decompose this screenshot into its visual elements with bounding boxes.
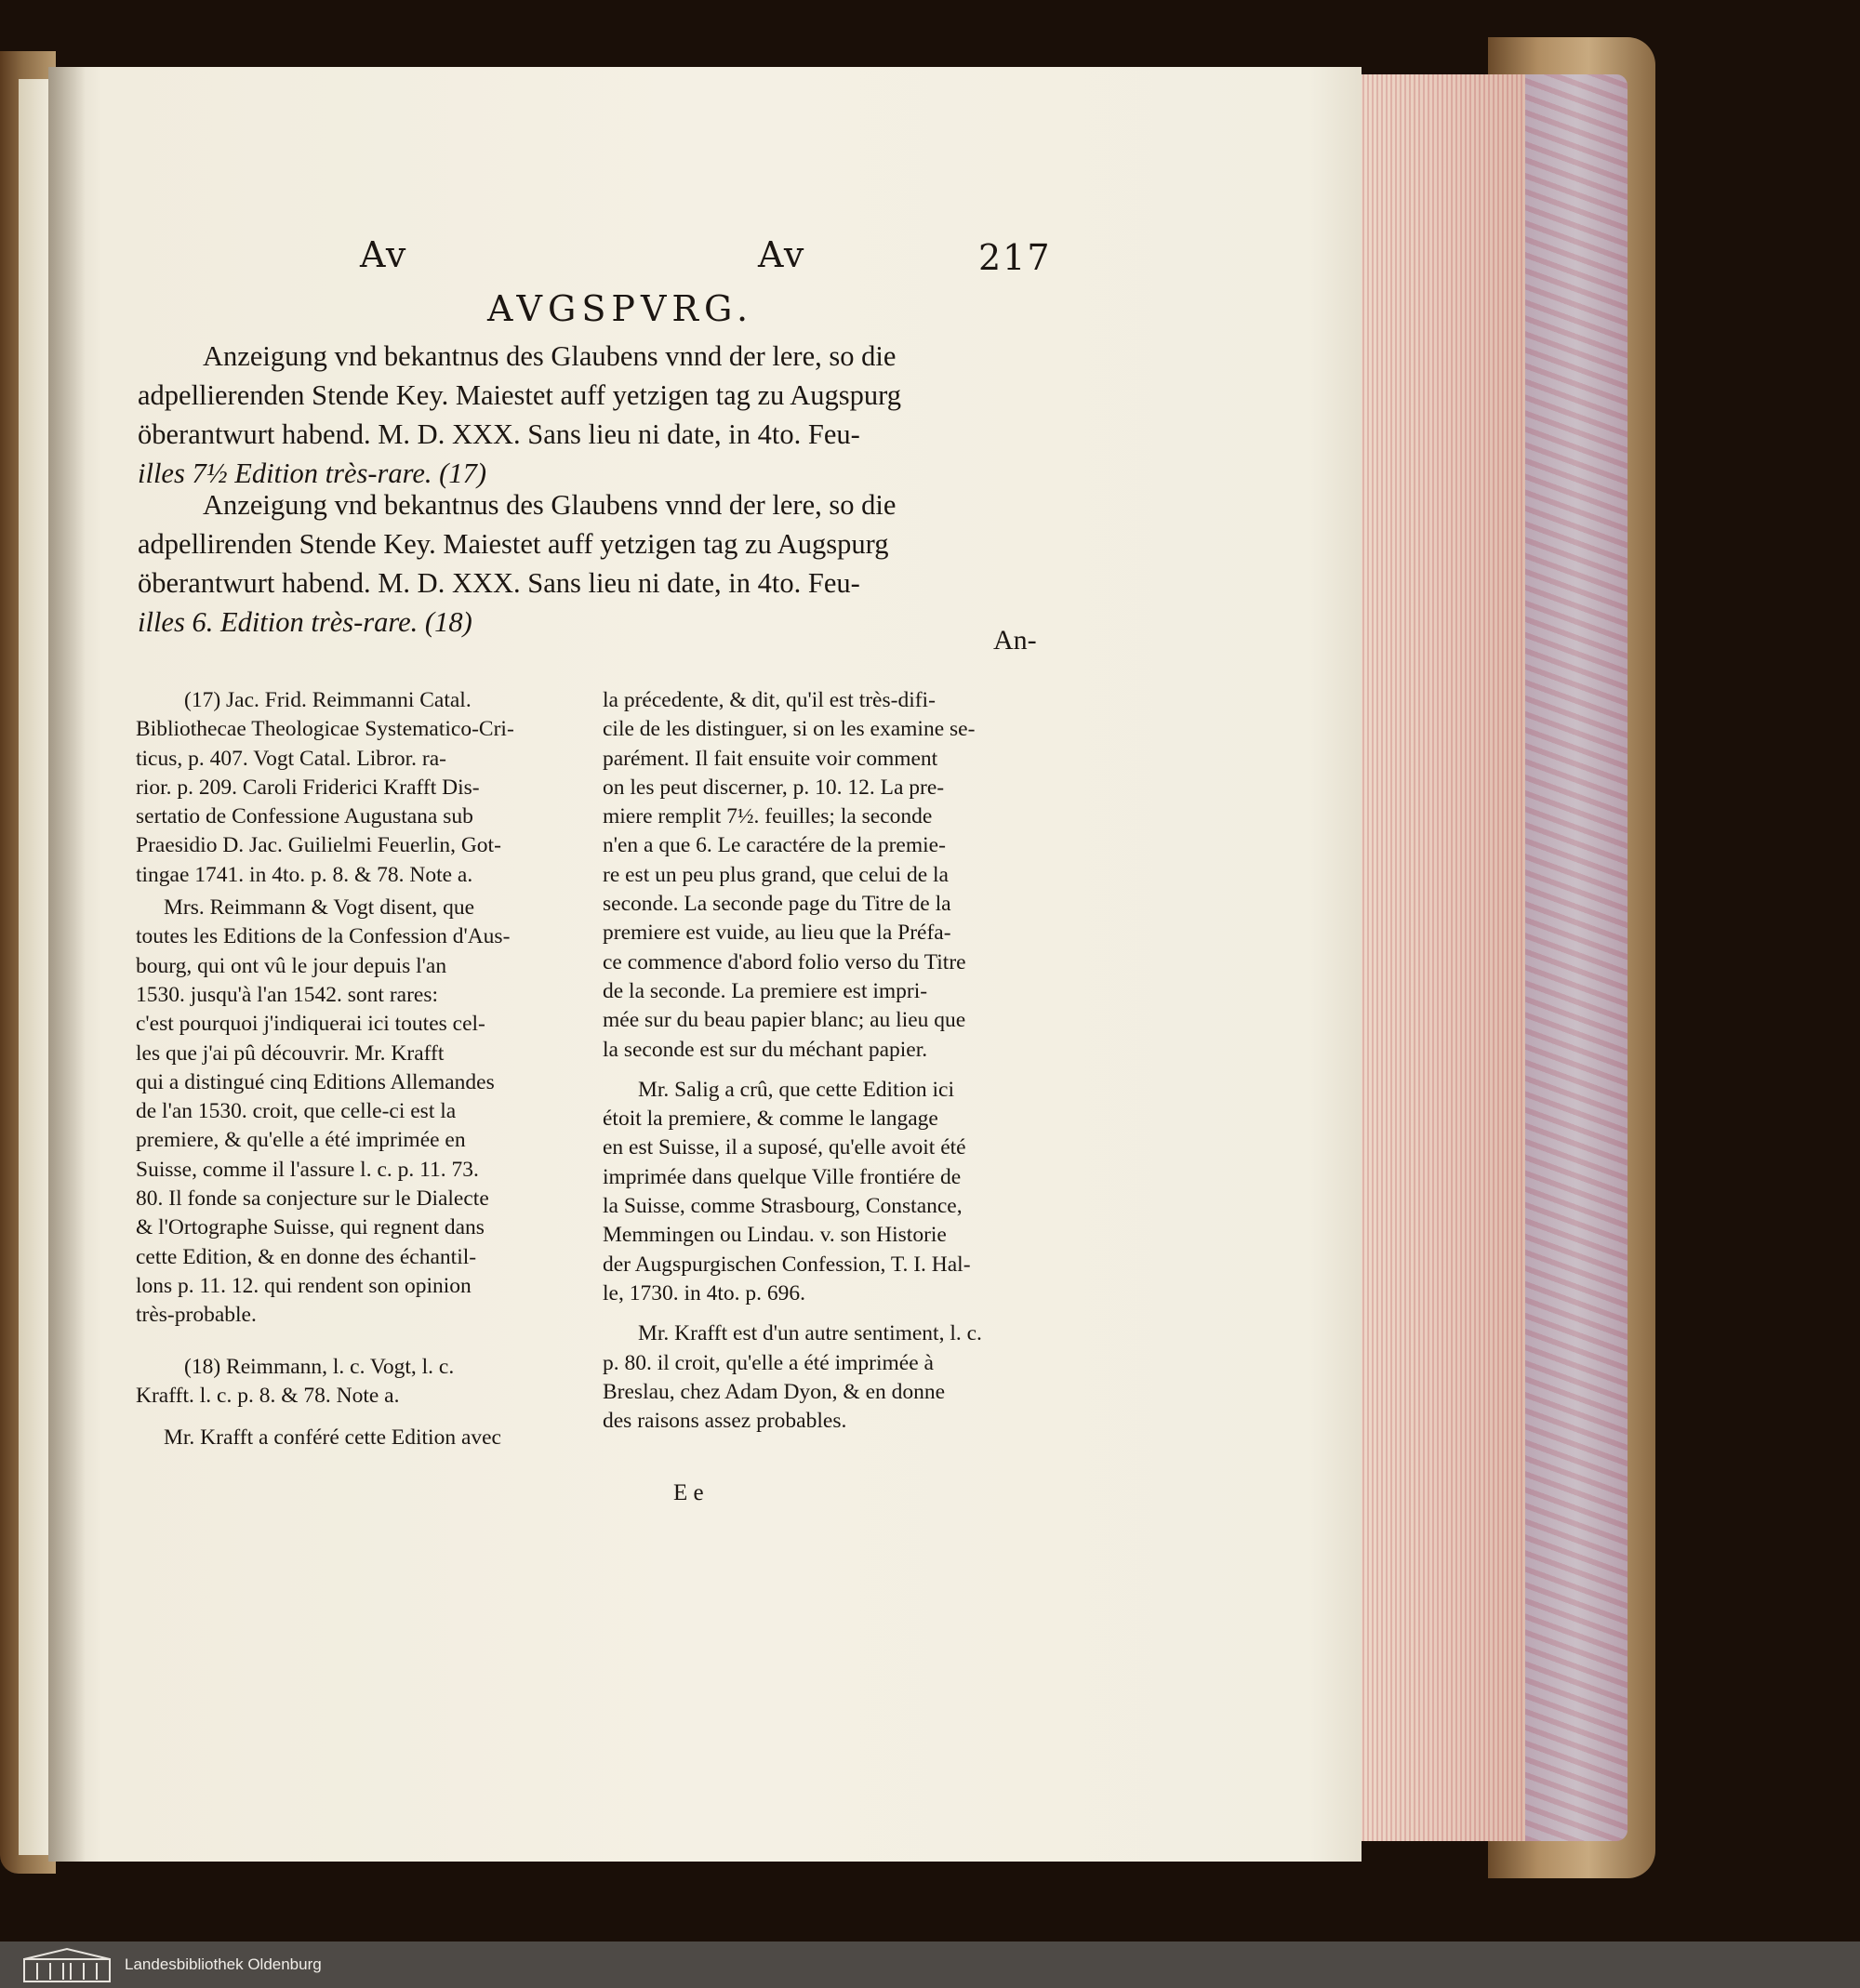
footnote-line: Mrs. Reimmann & Vogt disent, que (164, 895, 475, 921)
footnote-line: très-probable. (136, 1303, 257, 1328)
signature-mark: E e (673, 1480, 704, 1505)
footnote-line: bourg, qui ont vû le jour depuis l'an (136, 953, 447, 978)
footnote-line: Krafft. l. c. p. 8. & 78. Note a. (136, 1383, 400, 1408)
footnote-line: Memmingen ou Lindau. v. son Historie (603, 1223, 947, 1248)
footnote-column-right (603, 686, 982, 1436)
footnote-line: cile de les distinguer, si on les examine se- (603, 717, 976, 742)
footnote-line: le, 1730. in 4to. p. 696. (603, 1280, 806, 1305)
running-head-left: Av (360, 234, 408, 275)
footnote-line: rior. p. 209. Caroli Friderici Krafft Dis- (136, 775, 480, 800)
catchword: An- (993, 625, 1037, 656)
footnote-line: n'en a que 6. Le caractére de la premie- (603, 833, 946, 858)
footnote-line: qui a distingué cinq Editions Allemandes (136, 1069, 495, 1094)
footnote-line: en est Suisse, il a suposé, qu'elle avoit été (603, 1135, 966, 1160)
footnote-line: Suisse, comme il l'assure l. c. p. 11. 73. (136, 1157, 479, 1182)
footnote-line: les que j'ai pû découvrir. Mr. Krafft (136, 1040, 445, 1066)
footnote-line: de la seconde. La premiere est impri- (603, 978, 928, 1003)
footnote-line: c'est pourquoi j'indiquerai ici toutes cel- (136, 1012, 485, 1037)
library-building-icon (20, 1946, 113, 1983)
footnote-line: Breslau, chez Adam Dyon, & en donne (603, 1379, 946, 1404)
footnote-line: p. 80. il croit, qu'elle a été imprimée à (603, 1350, 934, 1375)
footnote-line: étoit la premiere, & comme le langage (603, 1107, 938, 1132)
footnote-line: toutes les Editions de la Confession d'Aus- (136, 924, 511, 949)
footnote-line: la seconde est sur du méchant papier. (603, 1037, 928, 1062)
footnote-line: Praesidio D. Jac. Guilielmi Feuerlin, Got- (136, 833, 501, 858)
footnote-line: on les peut discerner, p. 10. 12. La pre- (603, 775, 945, 800)
footnote-line: tingae 1741. in 4to. p. 8. & 78. Note a. (136, 862, 473, 887)
footnote-column-left (136, 686, 514, 1452)
footnote-line: des raisons assez probables. (603, 1409, 847, 1434)
footnote-line: 1530. jusqu'à l'an 1542. sont rares: (136, 982, 439, 1007)
footnote-line: Bibliothecae Theologicae Systematico-Cri- (136, 717, 514, 742)
footnote-line: sertatio de Confessione Augustana sub (136, 804, 473, 829)
footnote-line: parément. Il fait ensuite voir comment (603, 746, 938, 771)
entry-line: illes 6. Edition très-rare. (18) (138, 606, 472, 638)
footnote-line: imprimée dans quelque Ville frontiére de (603, 1164, 962, 1189)
footnote-line: de l'an 1530. croit, que celle-ci est la (136, 1099, 457, 1124)
entry-18 (138, 485, 896, 642)
footnote-line: lons p. 11. 12. qui rendent son opinion (136, 1273, 472, 1298)
footnote-line: Mr. Krafft est d'un autre sentiment, l. c. (638, 1321, 982, 1346)
entry-line: Anzeigung vnd bekantnus des Glaubens vnnd der lere, so die (203, 340, 897, 372)
page-number: 217 (978, 237, 1052, 278)
footnote-line: der Augspurgischen Confession, T. I. Hal- (603, 1252, 971, 1277)
footnote-line: re est un peu plus grand, que celui de la (603, 862, 949, 887)
footnote-line: (18) Reimmann, l. c. Vogt, l. c. (184, 1354, 455, 1379)
library-name: Landesbibliothek Oldenburg (125, 1955, 322, 1973)
footnote-line: (17) Jac. Frid. Reimmanni Catal. (184, 688, 472, 712)
footnote-line: cette Edition, & en donne des échantil- (136, 1244, 477, 1269)
footnote-line: Mr. Krafft a conféré cette Edition avec (164, 1425, 501, 1451)
entry-line: adpellierenden Stende Key. Maiestet auff yetzigen tag zu Augspurg (138, 379, 901, 411)
footnote-line: ticus, p. 407. Vogt Catal. Libror. ra- (136, 746, 446, 771)
footnote-line: premiere, & qu'elle a été imprimée en (136, 1128, 466, 1153)
footnote-line: premiere est vuide, au lieu que la Préfa- (603, 921, 951, 946)
footnote-line: ce commence d'abord folio verso du Titre (603, 949, 966, 974)
footnote-line: Mr. Salig a crû, que cette Edition ici (638, 1077, 955, 1102)
footnote-line: la Suisse, comme Strasbourg, Constance, (603, 1194, 963, 1219)
footnote-line: la précedente, & dit, qu'il est très-difi- (603, 688, 936, 712)
footnote-line: & l'Ortographe Suisse, qui regnent dans (136, 1215, 485, 1240)
entry-17 (138, 337, 901, 493)
section-title: AVGSPVRG. (487, 288, 754, 329)
entry-line: öberantwurt habend. M. D. XXX. Sans lieu ni date, in 4to. Feu- (138, 418, 860, 450)
entry-line: Anzeigung vnd bekantnus des Glaubens vnnd der lere, so die (203, 489, 897, 521)
footnote-line: mée sur du beau papier blanc; au lieu que (603, 1008, 966, 1033)
marbled-endpaper (1525, 74, 1628, 1841)
page-edges (1358, 74, 1525, 1841)
entry-line: adpellirenden Stende Key. Maiestet auff yetzigen tag zu Augspurg (138, 528, 889, 560)
running-head-center: Av (758, 234, 806, 275)
entry-line: öberantwurt habend. M. D. XXX. Sans lieu ni date, in 4to. Feu- (138, 567, 860, 599)
footnote-line: miere remplit 7½. feuilles; la seconde (603, 804, 933, 829)
footnote-line: seconde. La seconde page du Titre de la (603, 892, 951, 917)
gutter-shadow (48, 67, 86, 1862)
footnote-line: 80. Il fonde sa conjecture sur le Dialecte (136, 1186, 489, 1212)
entry-line: illes 7½ Edition très-rare. (17) (138, 457, 486, 489)
